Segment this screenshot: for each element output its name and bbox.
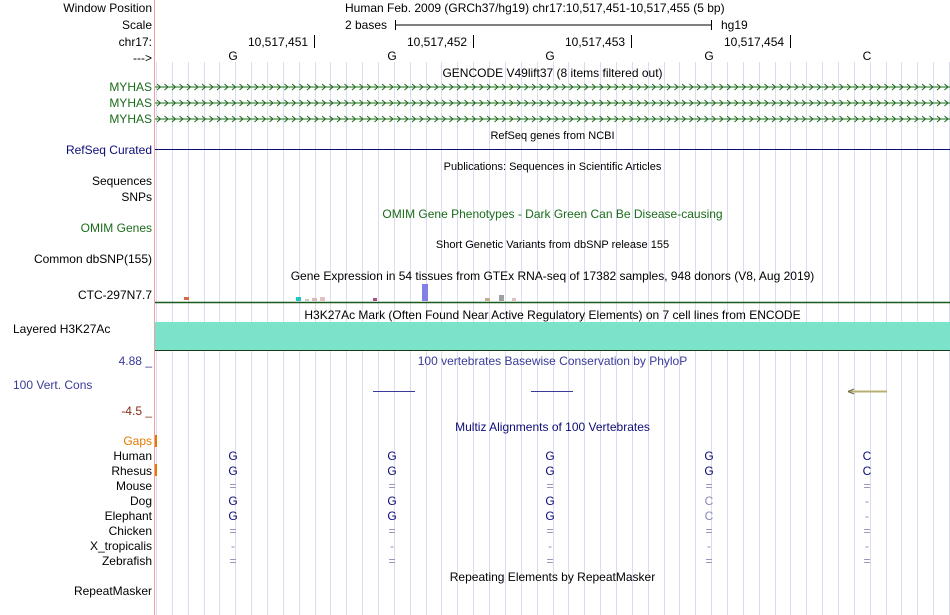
multiz-base-human-1: G: [228, 449, 238, 463]
scale-label: Scale: [121, 18, 152, 32]
multiz-base-chicken-5: =: [863, 524, 871, 538]
multiz-base-x-tropicalis-1: -: [231, 539, 235, 553]
multiz-rhesus-gap-mark: [155, 464, 157, 476]
multiz-base-elephant-3: G: [545, 509, 555, 523]
coordinate-label-4: 10,517,454: [724, 35, 785, 49]
multiz-base-rhesus-5: C: [862, 464, 872, 478]
multiz-base-elephant-2: G: [387, 509, 397, 523]
scale-assembly: hg19: [721, 18, 748, 32]
multiz-base-dog-4: C: [704, 494, 714, 508]
refseq-track-label[interactable]: RefSeq Curated: [65, 143, 152, 157]
dbsnp-track-title: Short Genetic Variants from dbSNP release 155: [435, 239, 670, 251]
dbsnp-track-label[interactable]: Common dbSNP(155): [33, 252, 152, 266]
gencode-row-label-1[interactable]: MYHAS: [109, 80, 152, 94]
coordinate-tick-4: [790, 35, 791, 48]
coordinate-tick-1: [314, 35, 315, 48]
gencode-transcript-3[interactable]: [155, 115, 950, 123]
multiz-base-mouse-3: =: [546, 479, 554, 493]
gencode-transcript-1[interactable]: [155, 83, 950, 91]
h3k27ac-track-label[interactable]: Layered H3K27Ac: [13, 322, 111, 336]
omim-track-label[interactable]: OMIM Genes: [80, 221, 152, 235]
multiz-base-mouse-4: =: [705, 479, 713, 493]
multiz-base-rhesus-4: G: [704, 464, 714, 478]
window-position-value: Human Feb. 2009 (GRCh37/hg19) chr17:10,517,451-10,517,455 (5 bp): [345, 1, 725, 15]
reference-base-1: G: [228, 49, 238, 63]
gencode-row-label-2[interactable]: MYHAS: [109, 96, 152, 110]
track-display-area[interactable]: [155, 0, 950, 615]
multiz-base-dog-1: G: [228, 494, 238, 508]
coordinate-tick-2: [473, 35, 474, 48]
conservation-min-label: -4.5 _: [121, 404, 152, 418]
multiz-base-chicken-1: =: [229, 524, 237, 538]
omim-track-title: OMIM Gene Phenotypes - Dark Green Can Be Disease-causing: [382, 207, 723, 221]
coordinate-label-1: 10,517,451: [248, 35, 309, 49]
h3k27ac-signal[interactable]: [155, 322, 950, 350]
gencode-transcript-2[interactable]: [155, 99, 950, 107]
multiz-species-label-rhesus[interactable]: Rhesus: [111, 464, 152, 478]
multiz-species-label-chicken[interactable]: Chicken: [108, 524, 152, 538]
chrom-label: chr17:: [118, 35, 152, 49]
gencode-row-label-3[interactable]: MYHAS: [109, 112, 152, 126]
gencode-track-title: GENCODE V49lift37 (8 items filtered out): [442, 66, 663, 80]
multiz-base-zebrafish-5: =: [863, 554, 871, 568]
multiz-base-elephant-5: -: [865, 509, 869, 523]
coordinate-tick-3: [631, 35, 632, 48]
publications-snps-label[interactable]: SNPs: [121, 190, 152, 204]
multiz-base-rhesus-2: G: [387, 464, 397, 478]
scale-value: 2 bases: [345, 18, 388, 32]
multiz-base-human-4: G: [704, 449, 714, 463]
multiz-gaps-mark: [155, 435, 157, 447]
multiz-gaps-label[interactable]: Gaps: [123, 434, 152, 448]
multiz-base-human-2: G: [387, 449, 397, 463]
multiz-base-x-tropicalis-5: -: [865, 539, 869, 553]
publications-sequences-label[interactable]: Sequences: [91, 174, 152, 188]
multiz-track-title: Multiz Alignments of 100 Vertebrates: [455, 420, 650, 434]
refseq-gene-line[interactable]: [155, 149, 950, 150]
repeatmasker-track-label[interactable]: RepeatMasker: [73, 584, 152, 598]
reference-base-3: G: [545, 49, 555, 63]
conservation-track-label[interactable]: 100 Vert. Cons: [13, 378, 93, 392]
strand-label: --->: [133, 51, 152, 65]
h3k27ac-baseline: [155, 350, 950, 351]
multiz-base-rhesus-3: G: [545, 464, 555, 478]
multiz-base-x-tropicalis-4: -: [707, 539, 711, 553]
multiz-species-label-mouse[interactable]: Mouse: [115, 479, 152, 493]
publications-track-title: Publications: Sequences in Scientific Articles: [443, 161, 662, 173]
multiz-base-mouse-5: =: [863, 479, 871, 493]
multiz-base-zebrafish-1: =: [229, 554, 237, 568]
reference-base-2: G: [387, 49, 397, 63]
multiz-base-rhesus-1: G: [228, 464, 238, 478]
coordinate-label-2: 10,517,452: [407, 35, 468, 49]
multiz-species-label-zebrafish[interactable]: Zebrafish: [101, 554, 152, 568]
multiz-species-label-human[interactable]: Human: [113, 449, 152, 463]
multiz-species-label-x-tropicalis[interactable]: X_tropicalis: [89, 539, 152, 553]
multiz-base-x-tropicalis-2: -: [390, 539, 394, 553]
gtex-expression-bars[interactable]: [155, 282, 950, 304]
multiz-base-elephant-1: G: [228, 509, 238, 523]
multiz-species-label-elephant[interactable]: Elephant: [104, 509, 152, 523]
conservation-track-title: 100 vertebrates Basewise Conservation by PhyloP: [417, 354, 688, 368]
refseq-track-title: RefSeq genes from NCBI: [490, 130, 615, 142]
multiz-base-zebrafish-3: =: [546, 554, 554, 568]
conservation-signal[interactable]: [155, 386, 950, 396]
h3k27ac-track-title: H3K27Ac Mark (Often Found Near Active Regulatory Elements) on 7 cell lines from ENCODE: [304, 308, 801, 322]
multiz-base-dog-5: -: [865, 494, 869, 508]
reference-base-4: G: [704, 49, 714, 63]
multiz-base-x-tropicalis-3: -: [548, 539, 552, 553]
gtex-track-title: Gene Expression in 54 tissues from GTEx RNA-seq of 17382 samples, 948 donors (V8, Aug 2019): [290, 269, 815, 283]
multiz-base-zebrafish-4: =: [705, 554, 713, 568]
multiz-base-zebrafish-2: =: [388, 554, 396, 568]
multiz-base-chicken-2: =: [388, 524, 396, 538]
track-label-column: [0, 0, 154, 615]
multiz-base-dog-2: G: [387, 494, 397, 508]
gtex-track-label[interactable]: CTC-297N7.7: [77, 288, 152, 302]
multiz-base-human-3: G: [545, 449, 555, 463]
multiz-base-mouse-2: =: [388, 479, 396, 493]
conservation-max-label: 4.88 _: [118, 354, 152, 368]
window-position-label: Window Position: [63, 1, 152, 15]
multiz-base-chicken-4: =: [705, 524, 713, 538]
multiz-base-human-5: C: [862, 449, 872, 463]
scale-bar: [395, 18, 715, 32]
repeatmasker-track-title: Repeating Elements by RepeatMasker: [449, 570, 656, 584]
multiz-base-elephant-4: C: [704, 509, 714, 523]
multiz-species-label-dog[interactable]: Dog: [129, 494, 152, 508]
coordinate-label-3: 10,517,453: [565, 35, 626, 49]
multiz-base-chicken-3: =: [546, 524, 554, 538]
reference-base-5: C: [862, 49, 872, 63]
multiz-base-mouse-1: =: [229, 479, 237, 493]
multiz-base-dog-3: G: [545, 494, 555, 508]
